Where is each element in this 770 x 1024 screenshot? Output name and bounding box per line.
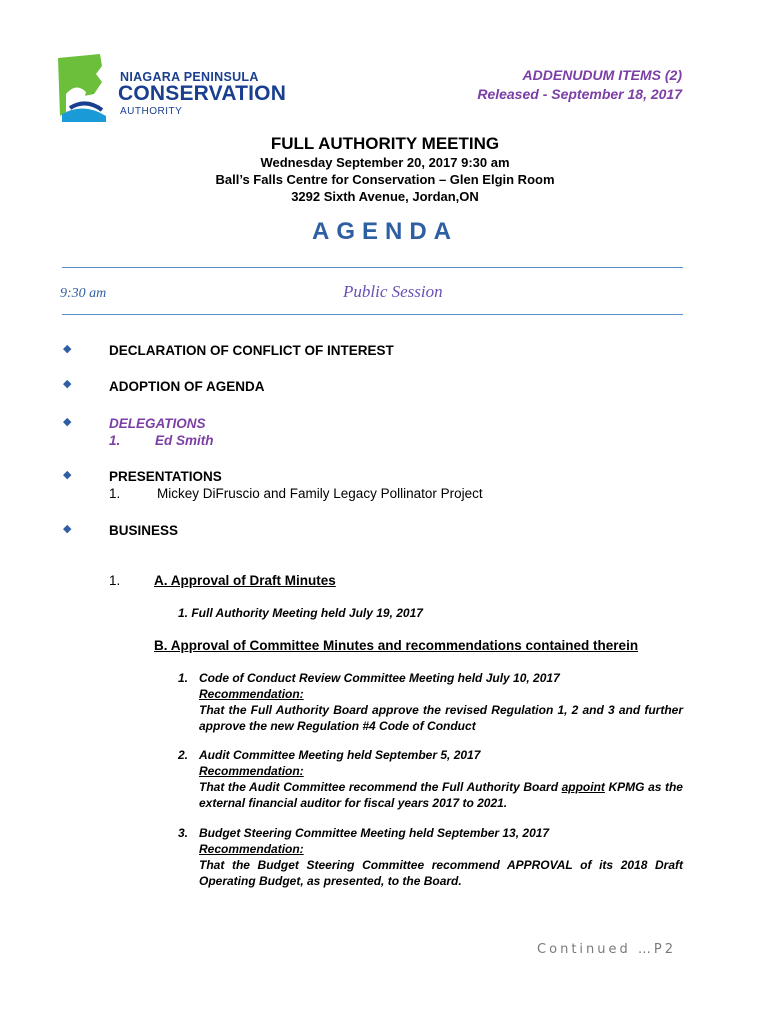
logo-text-line1: NIAGARA PENINSULA [120,70,259,84]
section-business: BUSINESS [109,523,179,538]
b-item-2-heading: Audit Committee Meeting held September 5, 2017 [199,748,481,762]
presentation-item: Mickey DiFruscio and Family Legacy Pollinator Project [157,486,483,501]
addendum-release-date: Released - September 18, 2017 [477,86,682,102]
b-item-3-number: 3. [178,826,189,840]
logo-mark-icon [56,52,116,122]
b-item-2-reco-label: Recommendation: [199,764,304,778]
section-adoption: ADOPTION OF AGENDA [109,379,265,394]
b-item-2-reco-text [199,779,683,811]
divider-bottom [62,314,683,315]
bullet-icon: ◆ [63,523,72,535]
b-item-1-reco-text: That the Full Authority Board approve the revised Regulation 1, 2 and 3 and further approve the new Regulation #4 Code of Conduct [199,703,683,733]
b-item-1-reco-label: Recommendation: [199,687,304,701]
business-a-item: 1. Full Authority Meeting held July 19, 2017 [178,606,423,620]
addendum-title: ADDENUDUM ITEMS (2) [522,67,682,83]
b-item-3-reco-label: Recommendation: [199,842,304,856]
bullet-icon: ◆ [63,343,72,355]
logo-text-line2: CONSERVATION [118,82,287,105]
meeting-title: FULL AUTHORITY MEETING [270,134,500,153]
section-presentations: PRESENTATIONS [109,469,222,484]
logo-text-line3: AUTHORITY [120,106,183,117]
divider-top [62,267,683,268]
business-b-title: B. Approval of Committee Minutes and recommendations contained therein [154,638,639,653]
business-number: 1. [109,573,121,588]
delegation-item: Ed Smith [155,433,214,448]
b-item-3-heading: Budget Steering Committee Meeting held September 13, 2017 [199,826,550,840]
meeting-venue: Ball’s Falls Centre for Conservation – Glen Elgin Room [215,172,555,187]
delegation-number: 1. [109,433,121,448]
b-item-1-heading: Code of Conduct Review Committee Meeting held July 10, 2017 [199,671,560,685]
meeting-address: 3292 Sixth Avenue, Jordan,ON [291,189,479,204]
bullet-icon: ◆ [63,378,72,390]
business-a-title: A. Approval of Draft Minutes [154,573,336,588]
section-conflict: DECLARATION OF CONFLICT OF INTEREST [109,343,394,358]
presentation-number: 1. [109,486,121,501]
session-label: Public Session [343,282,443,301]
bullet-icon: ◆ [63,416,72,428]
addendum-notice [477,66,682,104]
meeting-date: Wednesday September 20, 2017 9:30 am [260,155,510,170]
b-item-2-reco-underlined: appoint [561,780,605,794]
continued-footer: Continued …P2 [537,942,676,957]
section-delegations: DELEGATIONS [109,416,206,431]
b-item-2-reco-post: KPMG as the external financial auditor for fiscal years 2017 to 2021. [199,780,683,810]
b-item-1-number: 1. [178,671,189,685]
npca-logo [56,52,296,122]
b-item-2-reco-pre: That the Audit Committee recommend the Full Authority Board [199,780,562,794]
agenda-heading: AGENDA [311,218,458,245]
b-item-3-reco-text: That the Budget Steering Committee recommend APPROVAL of its 2018 Draft Operating Budget, as presented, to the Board. [199,858,683,888]
b-item-2-number: 2. [178,748,189,762]
bullet-icon: ◆ [63,469,72,481]
session-time: 9:30 am [60,286,107,301]
